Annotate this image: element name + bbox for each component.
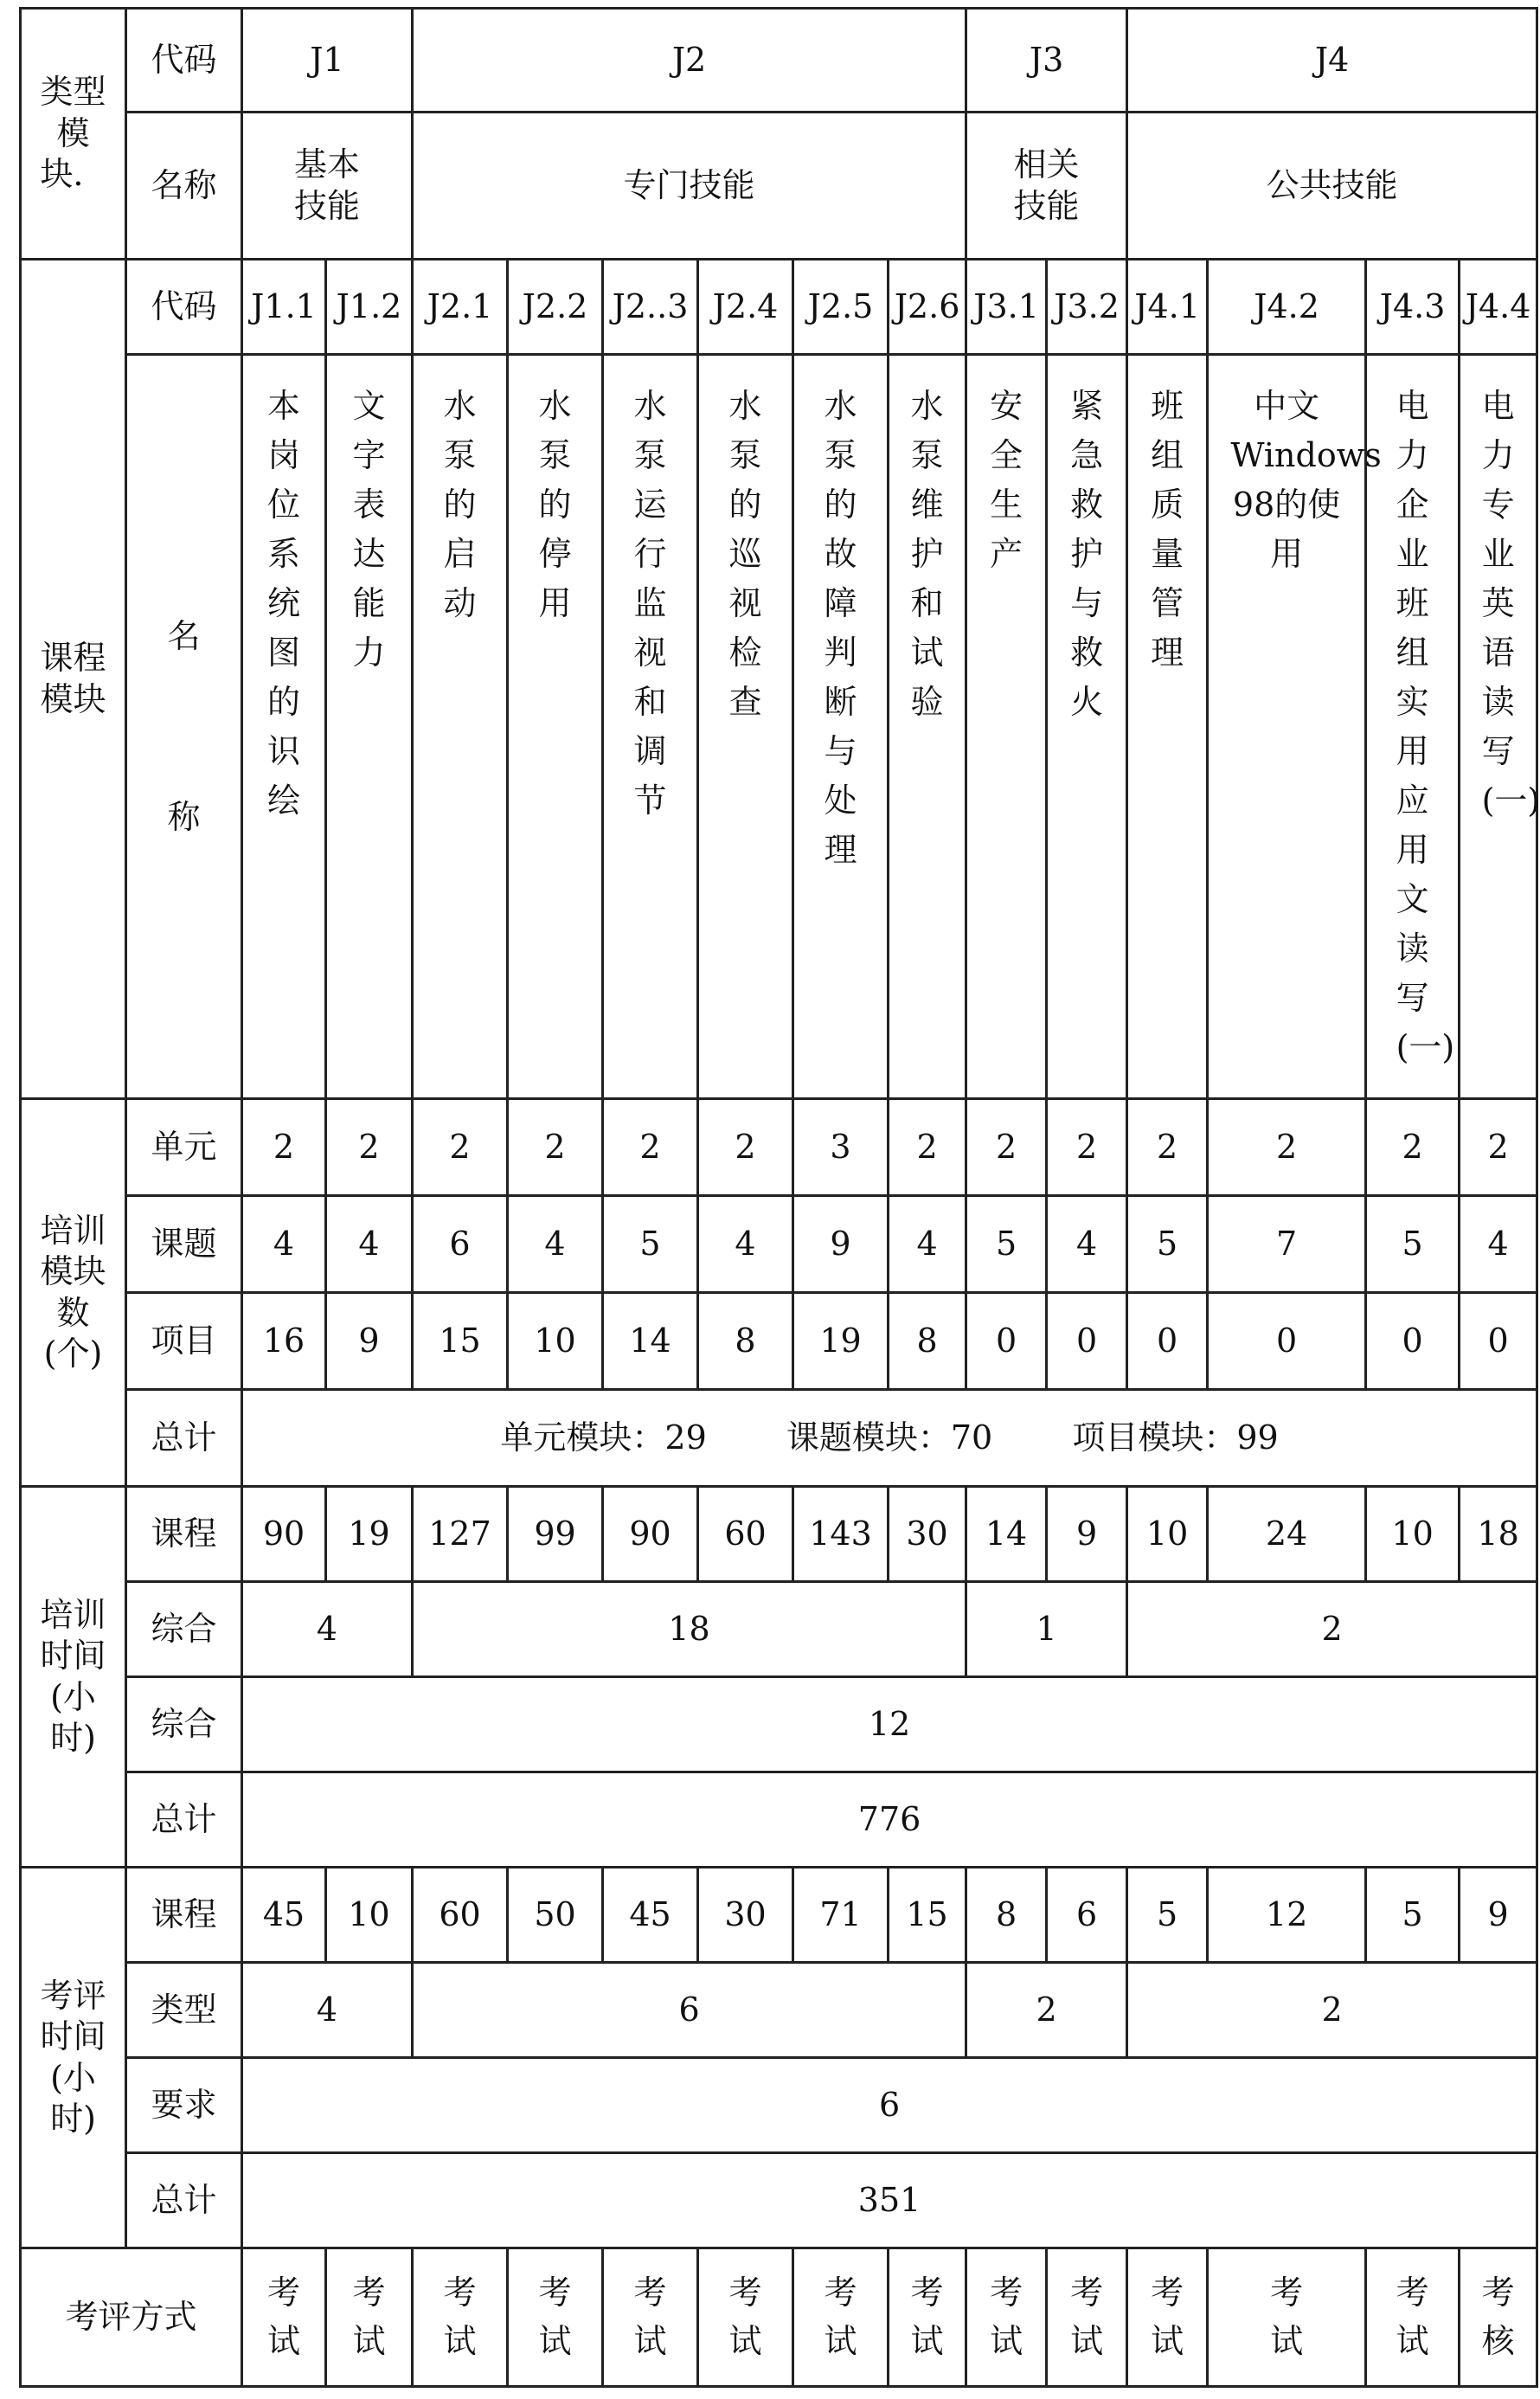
- exam-type-label: 类型: [126, 1963, 242, 2058]
- module-name: 本岗位系统图的识绘: [242, 355, 326, 1099]
- exam-course-hours: 5: [1366, 1868, 1460, 1963]
- module-code: J4.2: [1208, 260, 1366, 355]
- exam-course-hours: 71: [793, 1868, 889, 1963]
- training-time-header: 培训时间(小时): [21, 1487, 126, 1868]
- project-value: 0: [1208, 1293, 1366, 1390]
- unit-value: 2: [603, 1099, 698, 1196]
- training-total-label: 总计: [126, 1390, 242, 1487]
- topic-module-total: 课题模块：70: [786, 1418, 993, 1457]
- topic-value: 7: [1208, 1196, 1366, 1293]
- project-value: 0: [1127, 1293, 1208, 1390]
- project-label: 项目: [126, 1293, 242, 1390]
- group-comprehensive-j4: 2: [1127, 1582, 1537, 1677]
- module-name: 文字表达能力: [326, 355, 413, 1099]
- exam-course-hours: 9: [1460, 1868, 1537, 1963]
- group-code-j3: J3: [966, 9, 1127, 113]
- exam-course-hours: 30: [698, 1868, 793, 1963]
- unit-value: 2: [1460, 1099, 1537, 1196]
- topic-label: 课题: [126, 1196, 242, 1293]
- exam-method: 考试: [1127, 2248, 1208, 2387]
- module-code: J2.5: [793, 260, 889, 355]
- training-course-hours: 90: [242, 1487, 326, 1582]
- exam-course-label: 课程: [126, 1868, 242, 1963]
- exam-method: 考试: [508, 2248, 603, 2387]
- module-code: J2.2: [508, 260, 603, 355]
- topic-value: 5: [966, 1196, 1047, 1293]
- module-code: J4.1: [1127, 260, 1208, 355]
- unit-value: 2: [326, 1099, 413, 1196]
- module-code: J3.1: [966, 260, 1047, 355]
- module-name-label: 名 称: [126, 355, 242, 1099]
- exam-course-hours: 6: [1047, 1868, 1127, 1963]
- exam-method: 考核: [1460, 2248, 1537, 2387]
- exam-type-j3: 2: [966, 1963, 1127, 2058]
- training-course-hours: 9: [1047, 1487, 1127, 1582]
- exam-method: 考试: [889, 2248, 966, 2387]
- training-course-label: 课程: [126, 1487, 242, 1582]
- exam-method: 考试: [413, 2248, 508, 2387]
- topic-value: 5: [1366, 1196, 1460, 1293]
- exam-method: 考试: [698, 2248, 793, 2387]
- training-time-total-label: 总计: [126, 1772, 242, 1868]
- group-name-j3: 相关技能: [966, 113, 1127, 260]
- unit-value: 2: [508, 1099, 603, 1196]
- curriculum-table: [19, 7, 1538, 2388]
- project-value: 0: [1366, 1293, 1460, 1390]
- group-name-j4: 公共技能: [1127, 113, 1537, 260]
- exam-requirement-hours: 6: [242, 2058, 1537, 2153]
- group-comprehensive-j1: 4: [242, 1582, 413, 1677]
- unit-label: 单元: [126, 1099, 242, 1196]
- exam-method: 考试: [242, 2248, 326, 2387]
- exam-method: 考试: [1366, 2248, 1460, 2387]
- training-count-totals: [242, 1390, 1537, 1487]
- module-name: 中文Windows 98的使用: [1208, 355, 1366, 1099]
- unit-value: 2: [242, 1099, 326, 1196]
- unit-value: 2: [698, 1099, 793, 1196]
- exam-course-hours: 12: [1208, 1868, 1366, 1963]
- project-value: 0: [966, 1293, 1047, 1390]
- group-name-j2: 专门技能: [413, 113, 966, 260]
- project-value: 8: [889, 1293, 966, 1390]
- exam-course-hours: 45: [603, 1868, 698, 1963]
- unit-module-total: 单元模块：29: [500, 1418, 707, 1457]
- exam-course-hours: 45: [242, 1868, 326, 1963]
- module-code: J4.3: [1366, 260, 1460, 355]
- topic-value: 4: [508, 1196, 603, 1293]
- training-course-hours: 10: [1127, 1487, 1208, 1582]
- project-value: 19: [793, 1293, 889, 1390]
- module-code-label: 代码: [126, 260, 242, 355]
- exam-method: 考试: [326, 2248, 413, 2387]
- group-code-j1: J1: [242, 9, 413, 113]
- exam-requirement-label: 要求: [126, 2058, 242, 2153]
- exam-course-hours: 15: [889, 1868, 966, 1963]
- module-name: 安全生产: [966, 355, 1047, 1099]
- project-value: 8: [698, 1293, 793, 1390]
- training-course-hours: 90: [603, 1487, 698, 1582]
- project-value: 16: [242, 1293, 326, 1390]
- exam-method-header: 考评方式: [21, 2248, 242, 2387]
- training-course-hours: 127: [413, 1487, 508, 1582]
- group-comprehensive-j3: 1: [966, 1582, 1127, 1677]
- group-name-j1: 基本技能: [242, 113, 413, 260]
- module-code: J3.2: [1047, 260, 1127, 355]
- group-code-j4: J4: [1127, 9, 1537, 113]
- group-name-label: 名称: [126, 113, 242, 260]
- topic-value: 5: [1127, 1196, 1208, 1293]
- training-course-hours: 14: [966, 1487, 1047, 1582]
- module-name: 水泵的停用: [508, 355, 603, 1099]
- topic-value: 9: [793, 1196, 889, 1293]
- exam-time-total: 351: [242, 2153, 1537, 2248]
- training-count-header: 培训模块数(个): [21, 1099, 126, 1487]
- exam-method: 考试: [1208, 2248, 1366, 2387]
- training-course-hours: 24: [1208, 1487, 1366, 1582]
- exam-course-hours: 8: [966, 1868, 1047, 1963]
- exam-type-j4: 2: [1127, 1963, 1537, 2058]
- training-course-hours: 19: [326, 1487, 413, 1582]
- module-code: J1.1: [242, 260, 326, 355]
- module-code: J1.2: [326, 260, 413, 355]
- course-module-header: 课程模块: [21, 260, 126, 1099]
- module-code: J2..3: [603, 260, 698, 355]
- topic-value: 4: [242, 1196, 326, 1293]
- topic-value: 4: [1460, 1196, 1537, 1293]
- exam-method: 考试: [966, 2248, 1047, 2387]
- unit-value: 2: [1208, 1099, 1366, 1196]
- unit-value: 3: [793, 1099, 889, 1196]
- overall-comprehensive-label: 综合: [126, 1677, 242, 1772]
- project-value: 0: [1460, 1293, 1537, 1390]
- exam-course-hours: 50: [508, 1868, 603, 1963]
- unit-value: 2: [413, 1099, 508, 1196]
- type-module-header: 类型模块．: [21, 9, 126, 260]
- module-name: 水泵的故障判断与处理: [793, 355, 889, 1099]
- project-module-total: 项目模块：99: [1072, 1418, 1279, 1457]
- topic-value: 4: [889, 1196, 966, 1293]
- module-code: J2.6: [889, 260, 966, 355]
- topic-value: 4: [326, 1196, 413, 1293]
- exam-method: 考试: [603, 2248, 698, 2387]
- exam-course-hours: 5: [1127, 1868, 1208, 1963]
- group-comprehensive-j2: 18: [413, 1582, 966, 1677]
- exam-time-total-label: 总计: [126, 2153, 242, 2248]
- training-course-hours: 99: [508, 1487, 603, 1582]
- project-value: 14: [603, 1293, 698, 1390]
- unit-value: 2: [966, 1099, 1047, 1196]
- training-course-hours: 10: [1366, 1487, 1460, 1582]
- project-value: 0: [1047, 1293, 1127, 1390]
- module-name: 紧急救护与救火: [1047, 355, 1127, 1099]
- module-code: J2.1: [413, 260, 508, 355]
- training-course-hours: 18: [1460, 1487, 1537, 1582]
- exam-type-j1: 4: [242, 1963, 413, 2058]
- group-code-j2: J2: [413, 9, 966, 113]
- exam-course-hours: 60: [413, 1868, 508, 1963]
- module-name: 水泵运行监视和调节: [603, 355, 698, 1099]
- module-name: 班组质量管理: [1127, 355, 1208, 1099]
- module-name: 电力专业英语读写(一): [1460, 355, 1537, 1099]
- module-name: 水泵的巡视检查: [698, 355, 793, 1099]
- training-time-total: 776: [242, 1772, 1537, 1868]
- module-code: J4.4: [1460, 260, 1537, 355]
- training-course-hours: 30: [889, 1487, 966, 1582]
- topic-value: 4: [1047, 1196, 1127, 1293]
- training-course-hours: 60: [698, 1487, 793, 1582]
- project-value: 10: [508, 1293, 603, 1390]
- unit-value: 2: [1127, 1099, 1208, 1196]
- module-name: 水泵维护和试验: [889, 355, 966, 1099]
- group-comprehensive-label: 综合: [126, 1582, 242, 1677]
- curriculum-table-sheet: [19, 7, 1540, 2388]
- module-name: 电力企业班组实用应用文读写(一): [1366, 355, 1460, 1099]
- overall-comprehensive-hours: 12: [242, 1677, 1537, 1772]
- exam-method: 考试: [1047, 2248, 1127, 2387]
- project-value: 9: [326, 1293, 413, 1390]
- unit-value: 2: [889, 1099, 966, 1196]
- group-code-label: 代码: [126, 9, 242, 113]
- exam-type-j2: 6: [413, 1963, 966, 2058]
- unit-value: 2: [1366, 1099, 1460, 1196]
- project-value: 15: [413, 1293, 508, 1390]
- exam-course-hours: 10: [326, 1868, 413, 1963]
- exam-time-header: 考评时间(小时): [21, 1868, 126, 2248]
- topic-value: 5: [603, 1196, 698, 1293]
- exam-method: 考试: [793, 2248, 889, 2387]
- topic-value: 4: [698, 1196, 793, 1293]
- topic-value: 6: [413, 1196, 508, 1293]
- module-code: J2.4: [698, 260, 793, 355]
- training-course-hours: 143: [793, 1487, 889, 1582]
- unit-value: 2: [1047, 1099, 1127, 1196]
- module-name: 水泵的启动: [413, 355, 508, 1099]
